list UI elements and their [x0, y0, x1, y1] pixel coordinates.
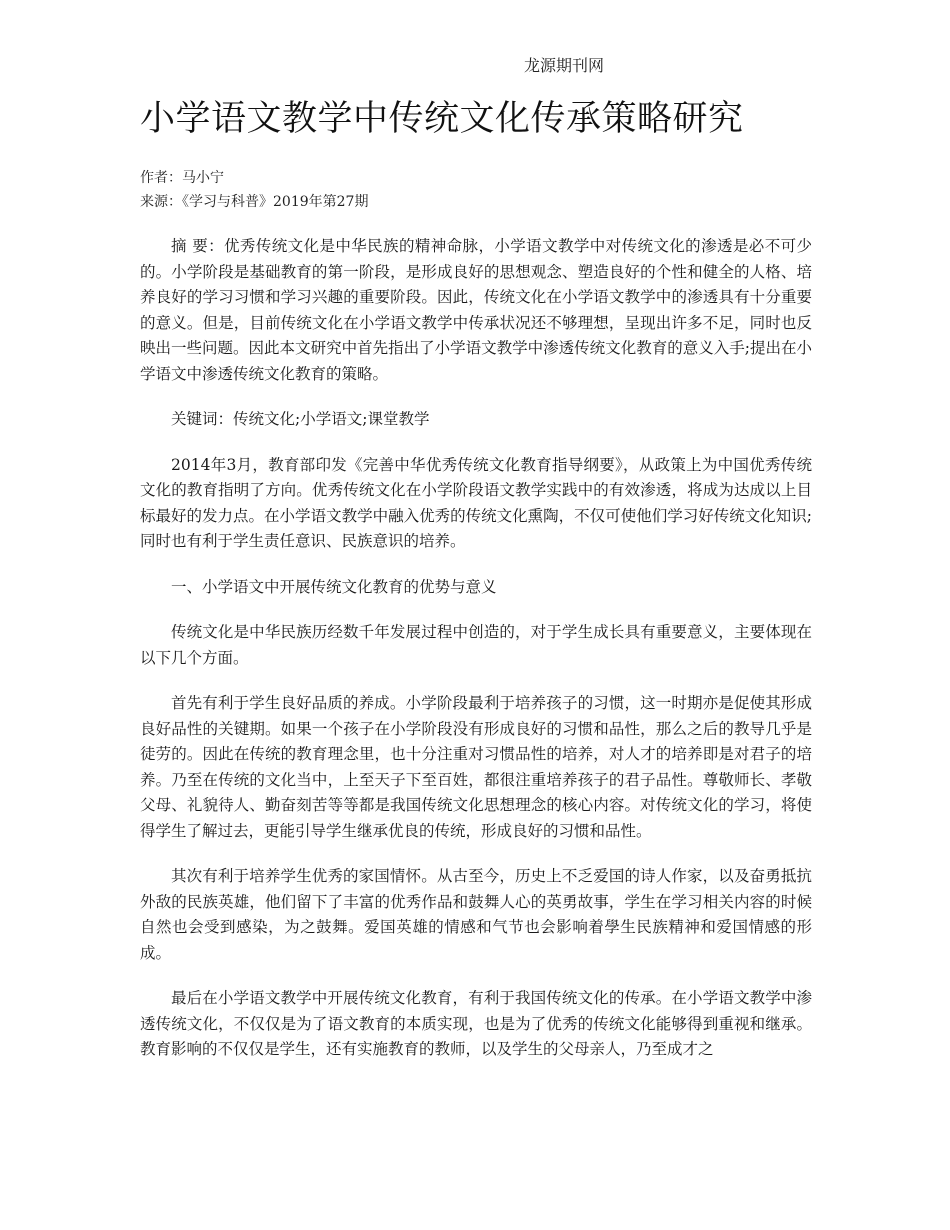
author-line: 作者：马小宁	[140, 170, 224, 186]
site-name: 龙源期刊网	[524, 56, 605, 75]
body-paragraph-4: 最后在小学语文教学中开展传统文化教育，有利于我国传统文化的传承。在小学语文教学中渗透传统文化，不仅仅是为了语文教育的本质实现，也是为了优秀的传统文化能够得到重视和继承。教育影响的不仅仅是学生，还有实施教育的教师，以及学生的父母亲人，乃至成才之	[140, 989, 812, 1058]
body-paragraph-3: 其次有利于培养学生优秀的家国情怀。从古至今，历史上不乏爱国的诗人作家，以及奋勇抵抗外敌的民族英雄，他们留下了丰富的优秀作品和鼓舞人心的英勇故事，学生在学习相关内容的时候自然也会受到感染，为之鼓舞。爱国英雄的情感和气节也会影响着學生民族精神和爱国情感的形成。	[140, 867, 812, 962]
body-paragraph-1: 传统文化是中华民族历经数千年发展过程中创造的，对于学生成长具有重要意义，主要体现在以下几个方面。	[140, 623, 812, 667]
section-heading: 一、小学语文中开展传统文化教育的优势与意义	[171, 577, 497, 596]
source-line: 来源：《学习与科普》2019年第27期	[140, 194, 369, 210]
article-title: 小学语文教学中传统文化传承策略研究	[140, 99, 744, 139]
keywords-paragraph: 关键词：传统文化;小学语文;课堂教学	[171, 410, 430, 428]
body-paragraph-2: 首先有利于学生良好品质的养成。小学阶段最利于培养孩子的习惯，这一时期亦是促使其形成良好品性的关键期。如果一个孩子在小学阶段没有形成良好的习惯和品性，那么之后的教导几乎是徒劳的。因此在传统的教育理念里，也十分注重对习惯品性的培养，对人才的培养即是对君子的培养。乃至在传统的文化当中，上至天子下至百姓，都很注重培养孩子的君子品性。尊敬师长、孝敬父母、礼貌待人、勤奋刻苦等等都是我国传统文化思想理念的核心内容。对传统文化的学习，将使得学生了解过去，更能引导学生继承优良的传统，形成良好的习惯和品性。	[140, 694, 812, 840]
intro-paragraph: 2014年3月，教育部印发《完善中华优秀传统文化教育指导纲要》，从政策上为中国优秀传统文化的教育指明了方向。优秀传统文化在小学阶段语文教学实践中的有效渗透，将成为达成以上目标最好的发力点。在小学语文教学中融入优秀的传统文化熏陶，不仅可使他们学习好传统文化知识;同时也有利于学生责任意识、民族意识的培养。	[140, 455, 812, 550]
abstract-paragraph: 摘 要：优秀传统文化是中华民族的精神命脉，小学语文教学中对传统文化的渗透是必不可少的。小学阶段是基础教育的第一阶段，是形成良好的思想观念、塑造良好的个性和健全的人格、培养良好的学习习惯和学习兴趣的重要阶段。因此，传统文化在小学语文教学中的渗透具有十分重要的意义。但是，目前传统文化在小学语文教学中传承状况还不够理想，呈现出许多不足，同时也反映出一些问题。因此本文研究中首先指出了小学语文教学中渗透传统文化教育的意义入手;提出在小学语文中渗透传统文化教育的策略。	[140, 237, 812, 383]
article-body	[140, 234, 812, 1083]
